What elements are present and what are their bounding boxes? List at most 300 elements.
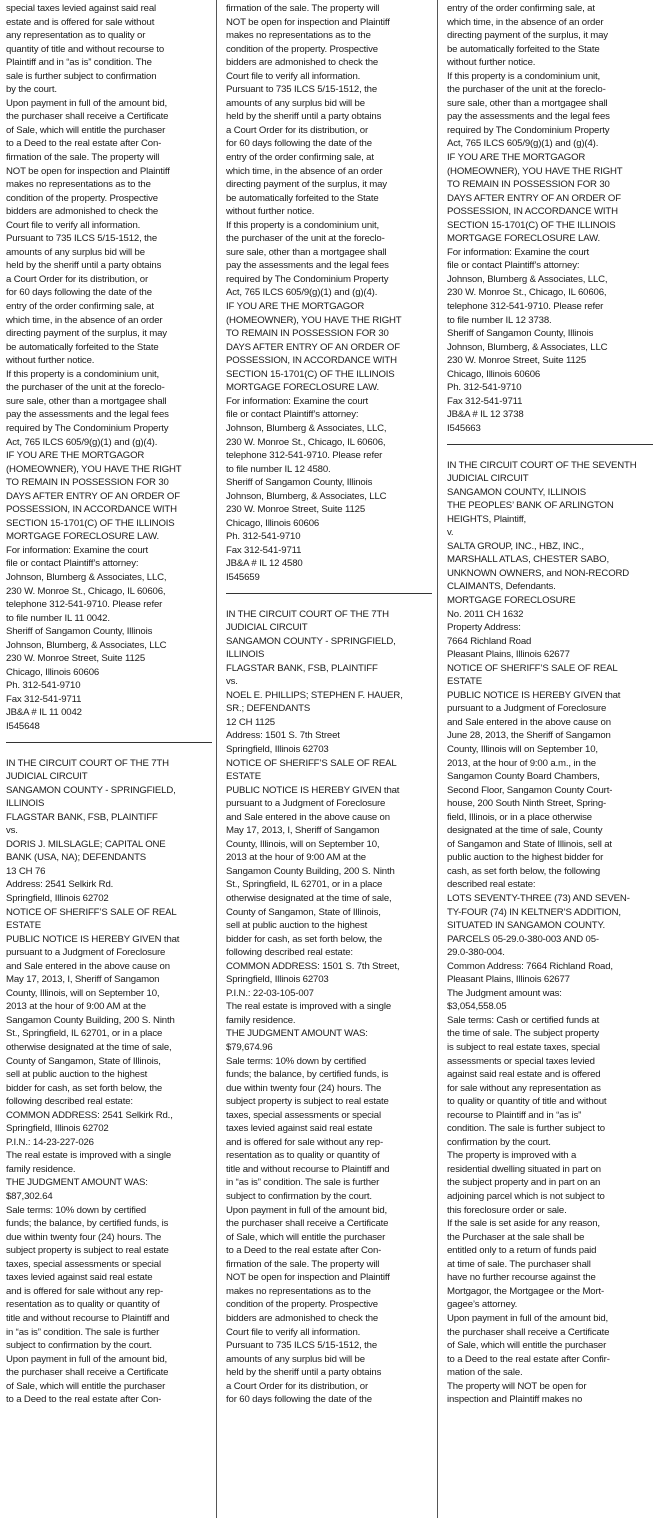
notice-line: pursuant to a Judgment of Foreclosure xyxy=(6,947,166,959)
column-3 xyxy=(447,2,653,1516)
notice-line: The real estate is improved with a single xyxy=(226,1001,392,1013)
notice-line: title and without recourse to Plaintiff and xyxy=(226,1163,390,1175)
notice-line: BANK (USA, NA); DEFENDANTS xyxy=(6,852,147,864)
notice-line: 230 W. Monroe Street, Suite 1125 xyxy=(6,653,146,665)
legal-notice xyxy=(447,459,653,1407)
notice-line: 13 CH 76 xyxy=(6,865,46,877)
notice-line: required by The Condominium Property xyxy=(6,422,169,434)
notice-line: St., Springfield, IL 62701, or in a place xyxy=(226,879,383,891)
notice-line: pay the assessments and the legal fees xyxy=(447,111,610,123)
notice-line: Sale terms: 10% down by certified xyxy=(226,1055,367,1067)
notice-line: firmation of the sale. The property will xyxy=(226,1258,380,1270)
notice-line: For information: Examine the court xyxy=(226,395,369,407)
notice-line: SANGAMON COUNTY - SPRINGFIELD, xyxy=(6,784,176,796)
notice-line: If this property is a condominium unit, xyxy=(447,70,601,82)
notice-line: makes no representations as to the xyxy=(226,30,371,42)
notice-line: I545659 xyxy=(226,571,260,583)
notice-line: Sangamon County Board Chambers, xyxy=(447,771,600,783)
notice-line: SECTION 15-1701(C) OF THE ILLINOIS xyxy=(226,368,395,380)
notice-line: in “as is” condition. The sale is further xyxy=(6,1326,160,1338)
notice-line: bidders are admonished to check the xyxy=(226,57,379,69)
notice-line: Fax 312-541-9711 xyxy=(6,693,82,705)
notice-line: bidder for cash, as set forth below, the xyxy=(6,1082,163,1094)
notice-line: (HOMEOWNER), YOU HAVE THE RIGHT xyxy=(6,463,182,475)
notice-line: FLAGSTAR BANK, FSB, PLAINTIFF xyxy=(6,811,158,823)
notice-line: Johnson, Blumberg & Associates, LLC, xyxy=(226,422,387,434)
notice-line: recourse to Plaintiff and in “as is” xyxy=(447,1109,582,1121)
column-rule xyxy=(437,0,438,1518)
notice-divider xyxy=(447,444,653,445)
notice-line: IN THE CIRCUIT COURT OF THE 7TH xyxy=(226,608,389,620)
notice-line: June 28, 2013, the Sheriff of Sangamon xyxy=(447,730,611,742)
notice-line: in “as is” condition. The sale is further xyxy=(226,1177,380,1189)
notice-line: Pursuant to 735 ILCS 5/15-1512, the xyxy=(226,84,378,96)
notice-line: and is offered for sale without any rep- xyxy=(226,1136,384,1148)
notice-line: SANGAMON COUNTY - SPRINGFIELD, xyxy=(226,635,396,647)
notice-line: of Sale, which will entitle the purchaser xyxy=(6,124,166,136)
notice-line: PUBLIC NOTICE IS HEREBY GIVEN that xyxy=(447,689,621,701)
notice-line: condition of the property. Prospective xyxy=(226,1299,378,1311)
notice-line: otherwise designated at the time of sale, xyxy=(226,893,392,904)
notice-line: $87,302.64 xyxy=(6,1191,53,1203)
notice-line: to file number IL 11 0042. xyxy=(6,612,110,624)
notice-line: house, 200 South Ninth Street, Spring- xyxy=(447,798,607,810)
notice-line: PUBLIC NOTICE IS HEREBY GIVEN that xyxy=(226,784,400,796)
notice-line: funds; the balance, by certified funds, is xyxy=(6,1218,169,1230)
notice-line: estate and is offered for sale without xyxy=(6,16,155,28)
notice-line: and is offered for sale without any rep- xyxy=(6,1285,164,1297)
notice-line: IF YOU ARE THE MORTGAGOR xyxy=(226,301,365,313)
notice-line: entitled only to a return of funds paid xyxy=(447,1245,597,1257)
notice-line: entry of the order confirming sale, at xyxy=(447,3,595,14)
notice-line: to file number IL 12 3738. xyxy=(447,314,552,326)
notice-line: NOEL E. PHILLIPS; STEPHEN F. HAUER, xyxy=(226,689,403,701)
notice-line: I545663 xyxy=(447,422,481,434)
notice-line: family residence. xyxy=(226,1014,296,1026)
notice-line: a Court Order for its distribution, or xyxy=(6,273,148,285)
notice-line: to file number IL 12 4580. xyxy=(226,463,331,475)
notice-line: Johnson, Blumberg & Associates, LLC, xyxy=(6,571,167,583)
notice-line: of Sangamon and State of Illinois, sell at xyxy=(447,838,612,850)
notice-line: pay the assessments and the legal fees xyxy=(226,260,389,272)
notice-line: otherwise designated at the time of sale, xyxy=(6,1042,172,1054)
notice-line: directing payment of the surplus, it may xyxy=(6,328,167,340)
notice-line: sell at public auction to the highest xyxy=(6,1069,148,1081)
notice-line: taxes, special assessments or special xyxy=(6,1258,161,1270)
notice-line: and Sale entered in the above cause on xyxy=(6,960,170,972)
notice-line: THE PEOPLES’ BANK OF ARLINGTON xyxy=(447,500,614,512)
notice-line: the purchaser of the unit at the foreclo- xyxy=(447,84,606,96)
notice-line: MORTGAGE FORECLOSURE LAW. xyxy=(447,233,600,245)
notice-line: THE JUDGMENT AMOUNT WAS: xyxy=(226,1028,368,1040)
notice-line: condition of the property. Prospective xyxy=(6,192,158,204)
notice-line: JB&A # IL 12 4580 xyxy=(226,558,303,570)
notice-line: County, Illinois, will on September 10, xyxy=(226,838,380,850)
notice-line: Plaintiff and in “as is” condition. The xyxy=(6,57,152,69)
notice-line: Sale terms: 10% down by certified xyxy=(6,1204,147,1216)
notice-line: JB&A # IL 12 3738 xyxy=(447,409,524,421)
notice-line: pursuant to a Judgment of Foreclosure xyxy=(447,703,607,715)
notice-line: firmation of the sale. The property will xyxy=(6,152,160,164)
notice-line: by the court. xyxy=(6,84,57,96)
notice-line: 12 CH 1125 xyxy=(226,716,275,728)
notice-line: 230 W. Monroe St., Chicago, IL 60606, xyxy=(6,585,166,597)
notice-line: subject to confirmation by the court. xyxy=(226,1191,372,1203)
notice-line: Springfield, Illinois 62703 xyxy=(226,743,329,755)
notice-line: ILLINOIS xyxy=(226,649,265,661)
notice-line: file or contact Plaintiff’s attorney: xyxy=(226,409,359,421)
notice-line: to quality or quantity of title and without xyxy=(447,1096,607,1108)
notice-line: Chicago, Illinois 60606 xyxy=(447,368,541,380)
notice-line: Pleasant Plains, Illinois 62677 xyxy=(447,649,570,661)
notice-line: 7664 Richland Road xyxy=(447,635,532,647)
notice-line: Property Address: xyxy=(447,622,521,634)
notice-line: without further notice. xyxy=(447,57,536,69)
notice-line: directing payment of the surplus, it may xyxy=(447,30,608,42)
notice-line: to a Deed to the real estate after Confir- xyxy=(447,1353,610,1365)
notice-line: condition of the property. Prospective xyxy=(226,43,378,55)
notice-line: Sheriff of Sangamon County, Illinois xyxy=(6,626,153,638)
notice-line: Sangamon County Building, 200 S. Ninth xyxy=(226,865,395,877)
notice-line: the purchaser shall receive a Certificate xyxy=(6,1367,169,1379)
notice-line: condition. The sale is further subject to xyxy=(447,1123,605,1135)
notice-line: Court file to verify all information. xyxy=(6,219,141,231)
notice-line: P.I.N.: 14-23-227-026 xyxy=(6,1136,94,1148)
legal-notice xyxy=(226,2,432,585)
notice-line: amounts of any surplus bid will be xyxy=(6,246,145,258)
notice-line: MORTGAGE FORECLOSURE LAW. xyxy=(226,382,379,394)
notice-line: telephone 312-541-9710. Please refer xyxy=(226,450,383,462)
notice-line: and Sale entered in the above cause on xyxy=(447,716,611,728)
notice-line: vs. xyxy=(226,676,238,688)
notice-line: of Sale, which will entitle the purchaser xyxy=(226,1231,386,1243)
notice-line: ESTATE xyxy=(6,920,41,932)
notice-line: to a Deed to the real estate after Con- xyxy=(6,138,162,150)
notice-line: $79,674.96 xyxy=(226,1042,273,1054)
notice-line: firmation of the sale. The property will xyxy=(226,3,380,14)
notice-line: ESTATE xyxy=(226,771,261,783)
notice-line: entry of the order confirming sale, at xyxy=(6,301,154,313)
notice-line: pay the assessments and the legal fees xyxy=(6,409,169,421)
notice-line: MORTGAGE FORECLOSURE xyxy=(447,594,576,606)
notice-line: Court file to verify all information. xyxy=(226,1326,361,1338)
notice-line: required by The Condominium Property xyxy=(447,124,610,136)
notice-line: May 17, 2013, I, Sheriff of Sangamon xyxy=(6,974,160,986)
notice-line: the purchaser shall receive a Certificate xyxy=(447,1326,610,1338)
notice-line: sale is further subject to confirmation xyxy=(6,70,157,82)
notice-line: The Judgment amount was: xyxy=(447,987,562,999)
notice-line: taxes levied against said real estate xyxy=(6,1272,153,1284)
notice-line: 230 W. Monroe St., Chicago, IL 60606, xyxy=(447,287,607,299)
notice-line: sure sale, other than a mortgagee shall xyxy=(226,246,387,258)
notice-line: Springfield, Illinois 62702 xyxy=(6,893,109,904)
notice-line: County of Sangamon, State of Illinois, xyxy=(6,1055,161,1067)
notice-line: Chicago, Illinois 60606 xyxy=(6,666,100,678)
notice-line: residential dwelling situated in part on xyxy=(447,1163,601,1175)
notice-line: County, Illinois will on September 10, xyxy=(447,743,598,755)
notice-divider xyxy=(6,742,212,743)
notice-line: subject property is subject to real estate xyxy=(6,1245,169,1257)
notice-line: due within twenty four (24) hours. The xyxy=(226,1082,382,1094)
notice-line: P.I.N.: 22-03-105-007 xyxy=(226,987,314,999)
notice-line: CLAIMANTS, Defendants. xyxy=(447,581,556,593)
notice-line: held by the sheriff until a party obtains xyxy=(226,111,382,123)
notice-line: Johnson, Blumberg, & Associates, LLC xyxy=(447,341,608,353)
notice-line: 2013 at the hour of 9:00 AM at the xyxy=(6,1001,146,1013)
notice-line: POSSESSION, IN ACCORDANCE WITH xyxy=(226,355,397,367)
notice-line: Pursuant to 735 ILCS 5/15-1512, the xyxy=(6,233,158,245)
notice-line: ESTATE xyxy=(447,676,482,688)
notice-line: DAYS AFTER ENTRY OF AN ORDER OF xyxy=(447,192,621,204)
notice-line: v. xyxy=(447,527,454,539)
notice-line: (HOMEOWNER), YOU HAVE THE RIGHT xyxy=(447,165,623,177)
notice-line: NOTICE OF SHERIFF’S SALE OF REAL xyxy=(226,757,397,769)
notice-line: Common Address: 7664 Richland Road, xyxy=(447,960,613,972)
notice-line: of Sale, which will entitle the purchaser xyxy=(447,1340,607,1352)
notice-line: Pleasant Plains, Illinois 62677 xyxy=(447,974,570,986)
legal-notice xyxy=(6,757,212,1407)
notice-line: MARSHALL ATLAS, CHESTER SABO, xyxy=(447,554,609,566)
notice-line: 230 W. Monroe Street, Suite 1125 xyxy=(226,504,366,516)
notice-line: against said real estate and is offered xyxy=(447,1069,601,1081)
column-2 xyxy=(226,2,432,1516)
notice-line: 2013, at the hour of 9:00 a.m., in the xyxy=(447,757,596,769)
notice-line: THE JUDGMENT AMOUNT WAS: xyxy=(6,1177,148,1189)
notice-line: bidders are admonished to check the xyxy=(6,206,159,218)
notice-line: following described real estate: xyxy=(6,1096,133,1108)
notice-line: subject to confirmation by the court. xyxy=(6,1340,152,1352)
notice-line: Address: 1501 S. 7th Street xyxy=(226,730,340,742)
notice-line: the purchaser shall receive a Certificate xyxy=(226,1218,389,1230)
notice-line: the purchaser shall receive a Certificate xyxy=(6,111,169,123)
notice-line: designated at the time of sale, County xyxy=(447,825,603,837)
notice-line: be automatically forfeited to the State xyxy=(6,341,159,353)
notice-line: sure sale, other than a mortgagee shall xyxy=(447,97,608,109)
notice-line: Springfield, Illinois 62702 xyxy=(6,1123,109,1135)
notice-line: entry of the order confirming sale, at xyxy=(226,152,374,164)
notice-line: have no further recourse against the xyxy=(447,1272,596,1284)
notice-line: makes no representations as to the xyxy=(6,179,151,191)
notice-line: bidders are admonished to check the xyxy=(226,1312,379,1324)
notice-line: the purchaser of the unit at the foreclo- xyxy=(6,382,165,394)
notice-line: TY-FOUR (74) IN KELTNER’S ADDITION, xyxy=(447,906,621,918)
notice-line: Second Floor, Sangamon County Court- xyxy=(447,784,613,796)
notice-line: subject property is subject to real estate xyxy=(226,1096,389,1108)
notice-line: sure sale, other than a mortgagee shall xyxy=(6,395,167,407)
notice-line: (HOMEOWNER), YOU HAVE THE RIGHT xyxy=(226,314,402,326)
notice-line: If the sale is set aside for any reason, xyxy=(447,1218,600,1230)
notice-line: title and without recourse to Plaintiff and xyxy=(6,1312,170,1324)
notice-line: resentation as to quality or quantity of xyxy=(6,1299,160,1311)
notice-line: cash, as set forth below, the following xyxy=(447,865,601,877)
notice-divider xyxy=(226,593,432,594)
notice-line: Upon payment in full of the amount bid, xyxy=(6,1353,168,1365)
notice-line: the subject property and in part on an xyxy=(447,1177,601,1189)
legal-notice xyxy=(447,2,653,436)
notice-line: County of Sangamon, State of Illinois, xyxy=(226,906,381,918)
notice-line: For information: Examine the court xyxy=(447,246,590,258)
notice-line: If this property is a condominium unit, xyxy=(226,219,380,231)
notice-line: For information: Examine the court xyxy=(6,544,149,556)
notice-line: PARCELS 05-29.0-380-003 AND 05- xyxy=(447,933,599,945)
notice-line: to a Deed to the real estate after Con- xyxy=(6,1394,162,1406)
notice-line: 29.0-380-004. xyxy=(447,947,505,959)
notice-line: JUDICIAL CIRCUIT xyxy=(226,622,308,634)
notice-line: for 60 days following the date of the xyxy=(226,1394,372,1406)
notice-line: following described real estate: xyxy=(226,947,353,959)
notice-line: SECTION 15-1701(C) OF THE ILLINOIS xyxy=(6,517,175,529)
notice-line: $3,054,558.05 xyxy=(447,1001,507,1013)
notice-line: which time, in the absence of an order xyxy=(447,16,604,28)
legal-notice xyxy=(226,608,432,1407)
notice-line: NOTICE OF SHERIFF’S SALE OF REAL xyxy=(6,906,177,918)
notice-line: SALTA GROUP, INC., HBZ, INC., xyxy=(447,540,584,552)
notice-line: held by the sheriff until a party obtains xyxy=(226,1367,382,1379)
notice-line: vs. xyxy=(6,825,18,837)
notice-line: The property will NOT be open for xyxy=(447,1380,587,1392)
notice-line: FLAGSTAR BANK, FSB, PLAINTIFF xyxy=(226,662,378,674)
notice-line: for 60 days following the date of the xyxy=(226,138,372,150)
notice-line: telephone 312-541-9710. Please refer xyxy=(447,301,604,313)
notice-line: file or contact Plaintiff’s attorney: xyxy=(6,558,139,570)
notice-line: telephone 312-541-9710. Please refer xyxy=(6,599,163,611)
notice-line: directing payment of the surplus, it may xyxy=(226,179,387,191)
notice-line: Fax 312-541-9711 xyxy=(226,544,302,556)
legal-notice xyxy=(6,2,212,734)
notice-line: gagee’s attorney. xyxy=(447,1299,518,1311)
notice-line: JUDICIAL CIRCUIT xyxy=(447,473,529,485)
notice-line: IF YOU ARE THE MORTGAGOR xyxy=(447,152,586,164)
notice-line: of Sale, which will entitle the purchaser xyxy=(6,1380,166,1392)
notice-line: Johnson, Blumberg & Associates, LLC, xyxy=(447,273,608,285)
notice-line: and Sale entered in the above cause on xyxy=(226,811,390,823)
notice-line: Johnson, Blumberg, & Associates, LLC xyxy=(6,639,167,651)
notice-line: Sheriff of Sangamon County, Illinois xyxy=(447,328,594,340)
notice-line: which time, in the absence of an order xyxy=(226,165,383,177)
notice-line: required by The Condominium Property xyxy=(226,273,389,285)
notice-line: Address: 2541 Selkirk Rd. xyxy=(6,879,114,891)
notice-line: taxes, special assessments or special xyxy=(226,1109,381,1121)
notice-line: DORIS J. MILSLAGLE; CAPITAL ONE xyxy=(6,838,166,850)
column-rule xyxy=(216,0,217,1518)
notice-line: UNKNOWN OWNERS, and NON-RECORD xyxy=(447,567,630,579)
notice-line: COMMON ADDRESS: 1501 S. 7th Street, xyxy=(226,960,400,972)
notice-line: held by the sheriff until a party obtains xyxy=(6,260,162,272)
notice-line: TO REMAIN IN POSSESSION FOR 30 xyxy=(6,477,169,489)
notice-line: Johnson, Blumberg, & Associates, LLC xyxy=(226,490,387,502)
notice-line: IN THE CIRCUIT COURT OF THE 7TH xyxy=(6,757,169,769)
notice-line: inspection and Plaintiff makes no xyxy=(447,1394,583,1406)
notice-line: If this property is a condominium unit, xyxy=(6,368,160,380)
notice-line: quantity of title and without recourse to xyxy=(6,43,165,55)
notice-line: County, Illinois, will on September 10, xyxy=(6,987,160,999)
notice-line: field, Illinois, or in a place otherwise xyxy=(447,811,592,823)
notice-line: IF YOU ARE THE MORTGAGOR xyxy=(6,450,145,462)
notice-line: Upon payment in full of the amount bid, xyxy=(6,97,168,109)
notice-line: without further notice. xyxy=(226,206,315,218)
notice-line: St., Springfield, IL 62701, or in a place xyxy=(6,1028,163,1040)
notice-line: makes no representations as to the xyxy=(226,1285,371,1297)
notice-line: a Court Order for its distribution, or xyxy=(226,1380,368,1392)
notice-line: at time of sale. The purchaser shall xyxy=(447,1258,591,1270)
notice-line: amounts of any surplus bid will be xyxy=(226,97,365,109)
notice-line: Upon payment in full of the amount bid, xyxy=(447,1312,609,1324)
notice-line: file or contact Plaintiff’s attorney: xyxy=(447,260,580,272)
notice-line: SITUATED IN SANGAMON COUNTY. xyxy=(447,920,606,932)
notice-line: Sale terms: Cash or certified funds at xyxy=(447,1014,600,1026)
notice-line: MORTGAGE FORECLOSURE LAW. xyxy=(6,531,159,543)
notice-line: which time, in the absence of an order xyxy=(6,314,163,326)
notice-line: COMMON ADDRESS: 2541 Selkirk Rd., xyxy=(6,1109,173,1121)
notice-line: described real estate: xyxy=(447,879,536,891)
notice-line: the time of sale. The subject property xyxy=(447,1028,599,1040)
notice-line: ILLINOIS xyxy=(6,798,45,810)
column-1 xyxy=(6,2,212,1516)
notice-line: NOTICE OF SHERIFF’S SALE OF REAL xyxy=(447,662,618,674)
notice-line: TO REMAIN IN POSSESSION FOR 30 xyxy=(447,179,610,191)
notice-line: HEIGHTS, Plaintiff, xyxy=(447,513,527,525)
notice-line: The real estate is improved with a single xyxy=(6,1150,172,1162)
notice-line: pursuant to a Judgment of Foreclosure xyxy=(226,798,386,810)
notice-line: adjoining parcel which is not subject to xyxy=(447,1191,605,1203)
notice-line: DAYS AFTER ENTRY OF AN ORDER OF xyxy=(226,341,400,353)
notice-line: The property is improved with a xyxy=(447,1150,577,1162)
notice-line: taxes levied against said real estate xyxy=(226,1123,373,1135)
notice-line: be automatically forfeited to the State xyxy=(447,43,600,55)
notice-line: without further notice. xyxy=(6,355,95,367)
notice-line: May 17, 2013, I, Sheriff of Sangamon xyxy=(226,825,380,837)
notice-line: this foreclosure order or sale. xyxy=(447,1204,567,1216)
notice-line: LOTS SEVENTY-THREE (73) AND SEVEN- xyxy=(447,893,630,904)
notice-line: the purchaser of the unit at the foreclo- xyxy=(226,233,385,245)
notice-line: JB&A # IL 11 0042 xyxy=(6,707,82,719)
notice-line: POSSESSION, IN ACCORDANCE WITH xyxy=(6,504,177,516)
notice-line: family residence. xyxy=(6,1163,76,1175)
notice-line: NOT be open for inspection and Plaintiff xyxy=(6,165,170,177)
notice-line: NOT be open for inspection and Plaintiff xyxy=(226,16,390,28)
notice-line: mation of the sale. xyxy=(447,1367,523,1379)
notice-line: Pursuant to 735 ILCS 5/15-1512, the xyxy=(226,1340,378,1352)
notice-line: POSSESSION, IN ACCORDANCE WITH xyxy=(447,206,618,218)
notice-line: any representation as to quality or xyxy=(6,30,146,42)
notice-line: Ph. 312-541-9710 xyxy=(6,680,81,692)
notice-line: Act, 765 ILCS 605/9(g)(1) and (g)(4). xyxy=(6,436,158,448)
notice-line: Ph. 312-541-9710 xyxy=(447,382,522,394)
notice-line: special taxes levied against said real xyxy=(6,3,157,14)
notice-line: DAYS AFTER ENTRY OF AN ORDER OF xyxy=(6,490,180,502)
notice-line: sell at public auction to the highest xyxy=(226,920,368,932)
notice-line: 230 W. Monroe St., Chicago, IL 60606, xyxy=(226,436,386,448)
notice-line: Act, 765 ILCS 605/9(g)(1) and (g)(4). xyxy=(447,138,599,150)
notice-line: Chicago, Illinois 60606 xyxy=(226,517,320,529)
notice-line: is subject to real estate taxes, special xyxy=(447,1042,600,1054)
notice-line: be automatically forfeited to the State xyxy=(226,192,379,204)
notice-line: JUDICIAL CIRCUIT xyxy=(6,771,88,783)
notice-line: Sangamon County Building, 200 S. Ninth xyxy=(6,1014,175,1026)
notice-line: amounts of any surplus bid will be xyxy=(226,1353,365,1365)
notice-line: assessments or special taxes levied xyxy=(447,1055,595,1067)
notice-line: for 60 days following the date of the xyxy=(6,287,152,299)
notice-line: the Purchaser at the sale shall be xyxy=(447,1231,585,1243)
notice-line: due within twenty four (24) hours. The xyxy=(6,1231,162,1243)
notice-line: Ph. 312-541-9710 xyxy=(226,531,301,543)
notice-line: SR.; DEFENDANTS xyxy=(226,703,311,715)
notice-line: Mortgagor, the Mortgagee or the Mort- xyxy=(447,1285,605,1297)
notice-line: Springfield, Illinois 62703 xyxy=(226,974,329,986)
notice-line: SANGAMON COUNTY, ILLINOIS xyxy=(447,486,586,498)
notice-line: resentation as to quality or quantity of xyxy=(226,1150,380,1162)
notice-line: TO REMAIN IN POSSESSION FOR 30 xyxy=(226,328,389,340)
